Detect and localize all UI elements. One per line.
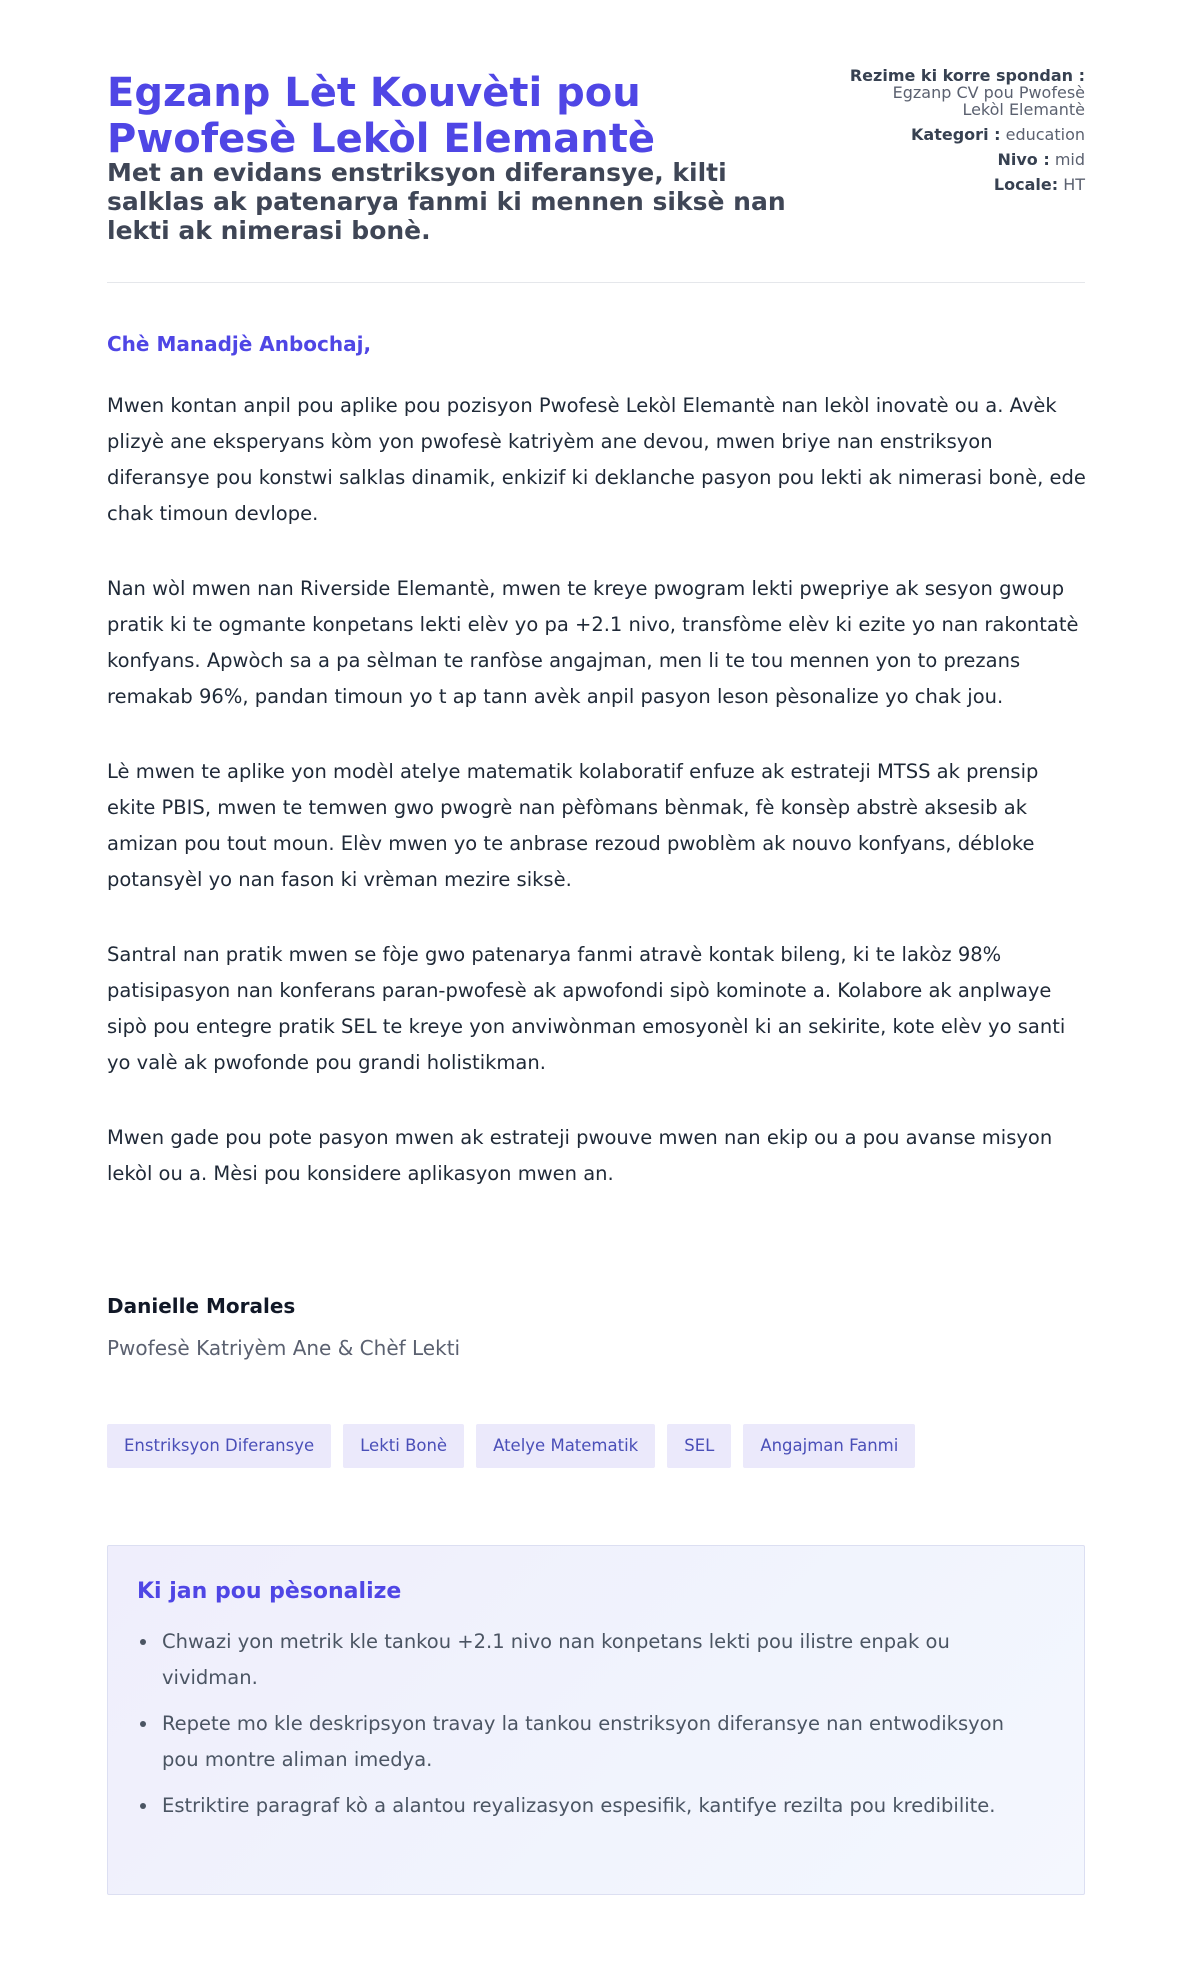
meta-locale (785, 176, 1085, 193)
meta-summary (785, 67, 1085, 118)
meta-level (785, 151, 1085, 168)
page-subtitle: Met an evidans enstriksyon diferansye, kilti salklas ak patenarya fanmi ki mennen siksè nan lekti ak nimerasi bonè. (107, 158, 786, 245)
letter-paragraph: Mwen kontan anpil pou aplike pou pozisyon Pwofesè Lekòl Elemantè nan lekòl inovatè ou a. Avèk plizyè ane eksperyans kòm yon pwofesè katriyèm ane devou, mwen briye nan enstriksyon diferansye pou konstwi salklas dinamik, enkizif ki deklanche pasyon pou lekti ak nimerasi bonè, ede chak timoun devlope. (107, 394, 1086, 525)
letter-body (107, 388, 1092, 1231)
customize-tips-box (107, 1545, 1085, 1895)
letter-paragraph: Mwen gade pou pote pasyon mwen ak estrateji pwouve mwen nan ekip ou a pou avanse misyon lekòl ou a. Mèsi pou konsidere aplikasyon mwen an. (107, 1126, 1053, 1185)
meta-level-label: Nivo : (997, 150, 1050, 169)
signature-role: Pwofesè Katriyèm Ane & Chèf Lekti (107, 1336, 461, 1360)
bullet-icon (140, 1803, 146, 1809)
letter-paragraph: Santral nan pratik mwen se fòje gwo patenarya fanmi atravè kontak bileng, ki te lakòz 98% patisipasyon nan konferans paran-pwofesè ak apwofondi sipò kominote a. Kolabore ak anplwaye sipò pou entegre pratik SEL te kreye yon anviwònman emosyonèl ki an sekirite, kote elèv yo santi yo valè ak pwofonde pou grandi holistikman. (107, 943, 1066, 1074)
tip-text: Chwazi yon metrik kle tankou +2.1 nivo nan konpetans lekti pou ilistre enpak ou vividman. (162, 1630, 950, 1689)
tip-item (162, 1624, 1042, 1696)
meta-summary-value: Egzanp CV pou Pwofesè Lekòl Elemantè (892, 83, 1085, 119)
meta-locale-label: Locale: (993, 175, 1059, 194)
letter-paragraph: Lè mwen te aplike yon modèl atelye matematik kolaboratif enfuze ak estrateji MTSS ak prensip ekite PBIS, mwen te temwen gwo pwogrè nan pèfòmans bènmak, fè konsèp abstrè aksesib ak amizan pou tout moun. Elèv mwen yo te anbrase rezoud pwoblèm ak nouvo konfyans, débloke potansyèl yo nan fason ki vrèman mezire siksè. (107, 760, 1039, 891)
tip-text: Repete mo kle deskripsyon travay la tankou enstriksyon diferansye nan entwodiksyon pou montre aliman imedya. (162, 1712, 1004, 1771)
skill-tags (107, 1424, 915, 1468)
salutation: Chè Manadjè Anbochaj, (107, 332, 372, 356)
meta-locale-value: HT (1063, 175, 1085, 194)
tip-text: Estriktire paragraf kò a alantou reyalizasyon espesifik, kantifye rezilta pou kredibilite. (162, 1794, 996, 1817)
page-title: Egzanp Lèt Kouvèti pou Pwofesè Lekòl Elemantè (107, 70, 655, 162)
tip-item (162, 1706, 1042, 1778)
tips-list (137, 1624, 1042, 1834)
skill-tag: SEL (667, 1424, 731, 1468)
meta-category-value: education (1005, 125, 1085, 144)
letter-paragraph: Nan wòl mwen nan Riverside Elemantè, mwen te kreye pwogram lekti pwepriye ak sesyon gwoup pratik ki te ogmante konpetans lekti elèv yo pa +2.1 nivo, transfòme elèv ki ezite yo nan rakontatè konfyans. Apwòch sa a pa sèlman te ranfòse angajman, men li te tou mennen yon to prezans remakab 96%, pandan timoun yo t ap tann avèk anpil pasyon leson pèsonalize yo chak jou. (107, 577, 1079, 708)
skill-tag: Atelye Matematik (476, 1424, 655, 1468)
header-divider (107, 282, 1085, 283)
meta-category-label: Kategori : (911, 125, 1001, 144)
bullet-icon (140, 1721, 146, 1727)
bullet-icon (140, 1639, 146, 1645)
skill-tag: Lekti Bonè (343, 1424, 464, 1468)
meta-category (785, 126, 1085, 143)
meta-panel (785, 67, 1085, 201)
skill-tag: Angajman Fanmi (743, 1424, 915, 1468)
meta-summary-label: Rezime ki korre spondan : (849, 66, 1085, 85)
skill-tag: Enstriksyon Diferansye (107, 1424, 331, 1468)
tip-item (162, 1788, 1042, 1824)
meta-level-value: mid (1054, 150, 1085, 169)
signature-name: Danielle Morales (107, 1294, 296, 1318)
tips-title: Ki jan pou pèsonalize (137, 1579, 402, 1604)
